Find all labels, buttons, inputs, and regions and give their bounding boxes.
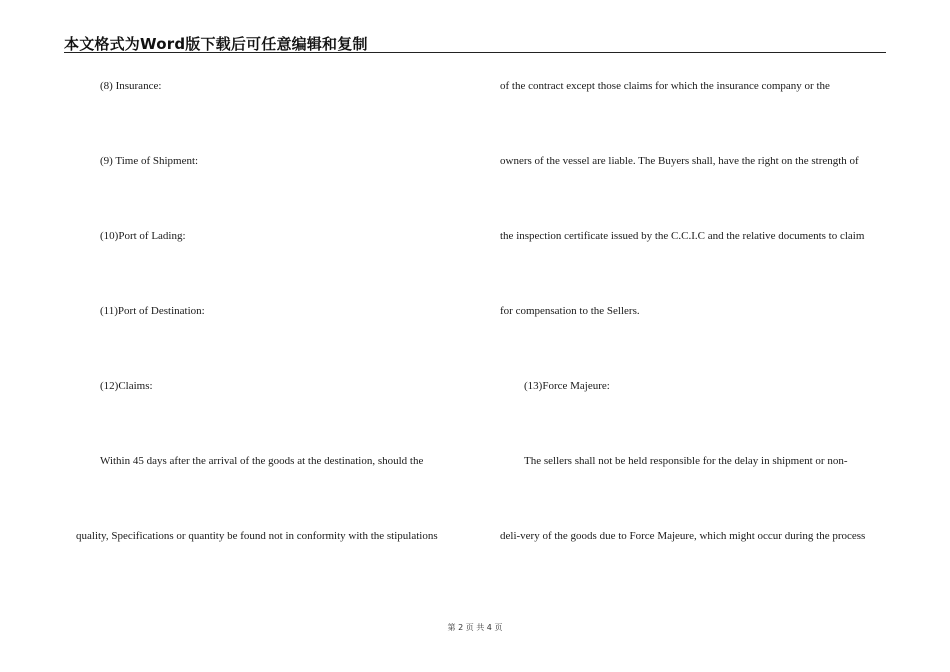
- left-line-claims-paragraph-2: quality, Specifications or quantity be found not in conformity with the stipulations: [76, 530, 438, 542]
- page-number-footer: 第 2 页 共 4 页: [447, 623, 503, 632]
- left-line-claims-heading: (12)Claims:: [100, 380, 153, 392]
- header-divider: [64, 52, 886, 53]
- document-header-title: 本文格式为Word版下载后可任意编辑和复制: [64, 35, 368, 53]
- right-line-force-majeure-paragraph-1: The sellers shall not be held responsible for the delay in shipment or non-: [524, 455, 848, 467]
- right-line-1: of the contract except those claims for which the insurance company or the: [500, 80, 830, 92]
- left-line-time-of-shipment: (9) Time of Shipment:: [100, 155, 199, 167]
- right-line-force-majeure-paragraph-2: deli-very of the goods due to Force Majeure, which might occur during the process: [500, 530, 866, 542]
- right-line-4: for compensation to the Sellers.: [500, 305, 640, 317]
- left-line-port-of-lading: (10)Port of Lading:: [100, 230, 186, 242]
- right-line-2: owners of the vessel are liable. The Buyers shall, have the right on the strength of: [500, 155, 859, 167]
- left-line-port-of-destination: (11)Port of Destination:: [100, 305, 205, 317]
- right-line-force-majeure-heading: (13)Force Majeure:: [524, 380, 610, 392]
- right-line-3: the inspection certificate issued by the C.C.I.C and the relative documents to claim: [500, 230, 865, 242]
- left-line-claims-paragraph-1: Within 45 days after the arrival of the goods at the destination, should the: [100, 455, 424, 467]
- left-line-insurance: (8) Insurance:: [100, 80, 162, 92]
